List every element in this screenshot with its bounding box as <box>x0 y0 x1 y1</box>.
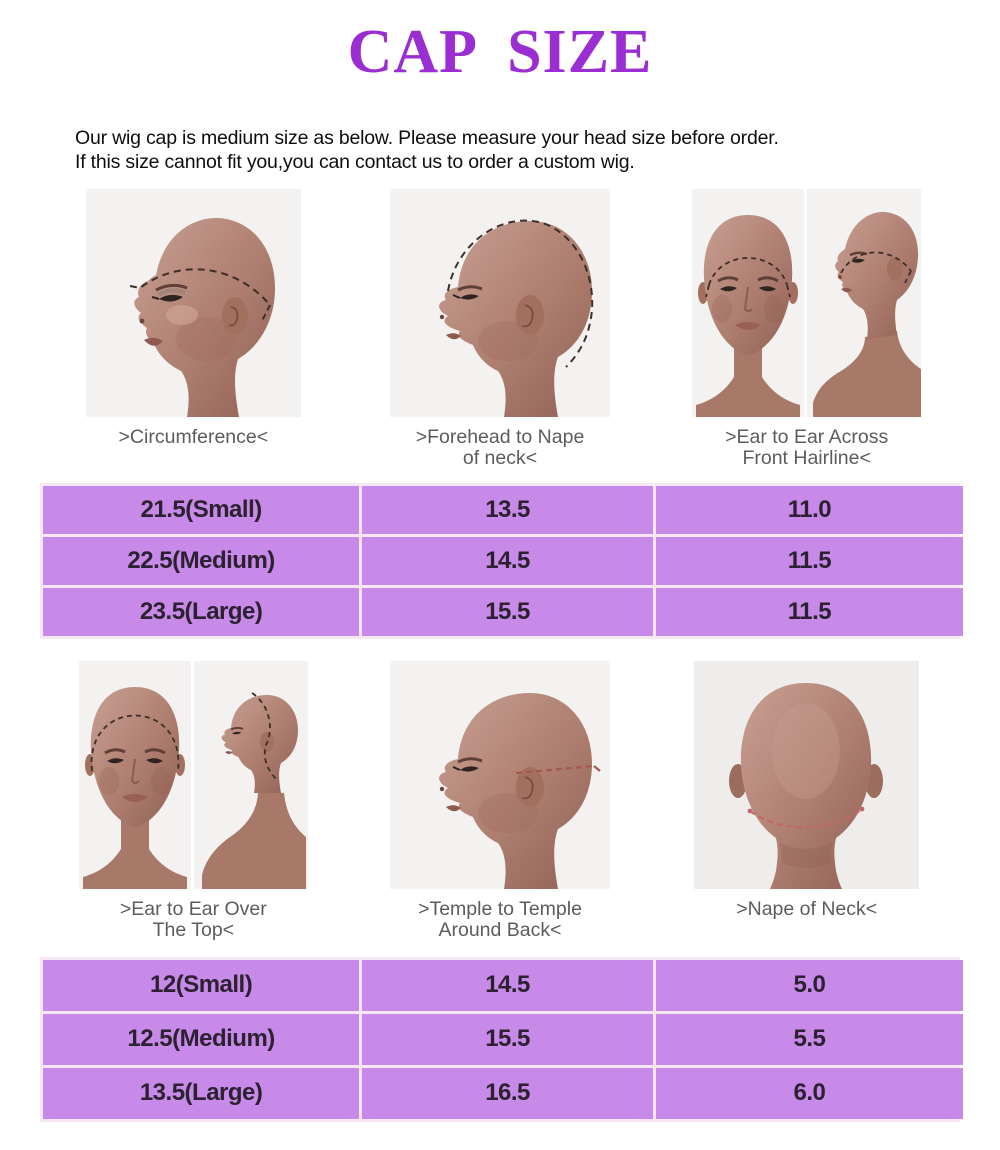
caption-ear-to-ear-over-top: >Ear to Ear Over The Top< <box>119 897 267 941</box>
figure-temple-to-temple <box>347 661 654 945</box>
figure-ear-to-ear-hairline <box>653 189 960 473</box>
size-table-bottom <box>40 957 960 1122</box>
size-label-cell: 22.5(Medium) <box>43 537 359 585</box>
caption-forehead-to-nape: >Forehead to Nape of neck< <box>415 425 585 469</box>
size-label-cell: 12(Small) <box>43 960 359 1011</box>
measurement-value-cell: 13.5 <box>362 486 653 534</box>
intro-line-1: Our wig cap is medium size as below. Please measure your head size before order. <box>75 127 779 150</box>
figure-nape-of-neck <box>653 661 960 945</box>
measurement-value-cell: 6.0 <box>656 1068 963 1119</box>
measurement-value-cell: 14.5 <box>362 537 653 585</box>
figure-forehead-to-nape <box>347 189 654 473</box>
measurement-value-cell: 16.5 <box>362 1068 653 1119</box>
measurement-value-cell: 11.5 <box>656 588 963 636</box>
figure-ear-to-ear-over-top <box>40 661 347 945</box>
measurement-value-cell: 11.5 <box>656 537 963 585</box>
size-label-cell: 13.5(Large) <box>43 1068 359 1119</box>
size-label-cell: 21.5(Small) <box>43 486 359 534</box>
size-label-cell: 12.5(Medium) <box>43 1014 359 1065</box>
measurement-value-cell: 15.5 <box>362 1014 653 1065</box>
head-front-hairline-panel <box>692 189 804 417</box>
head-three-quarter-hairline-panel <box>807 189 921 417</box>
size-label-cell: 23.5(Large) <box>43 588 359 636</box>
measurement-figures-top <box>40 189 960 473</box>
intro-line-2: If this size cannot fit you,you can contact us to order a custom wig. <box>75 150 635 173</box>
caption-circumference: >Circumference< <box>118 425 269 448</box>
head-profile-forehead-to-nape-illustration <box>390 189 610 417</box>
measurement-value-cell: 14.5 <box>362 960 653 1011</box>
measurement-value-cell: 15.5 <box>362 588 653 636</box>
measurement-figures-bottom <box>40 661 960 945</box>
caption-ear-to-ear-hairline: >Ear to Ear Across Front Hairline< <box>725 425 889 469</box>
measurement-value-cell: 5.5 <box>656 1014 963 1065</box>
caption-temple-to-temple: >Temple to Temple Around Back< <box>418 897 582 941</box>
caption-nape-of-neck: >Nape of Neck< <box>736 897 878 920</box>
head-three-quarter-circumference-illustration <box>86 189 301 417</box>
head-profile-temple-around-back-illustration <box>390 661 610 889</box>
head-profile-over-top-panel <box>194 661 308 889</box>
heads-front-and-profile-over-top-illustration <box>79 661 308 889</box>
page-title: CAP SIZE <box>347 18 653 86</box>
size-table-top <box>40 483 960 639</box>
head-front-over-top-panel <box>79 661 191 889</box>
head-back-view-nape-illustration <box>694 661 919 889</box>
measurement-value-cell: 5.0 <box>656 960 963 1011</box>
heads-front-and-three-quarter-hairline-illustration <box>692 189 921 417</box>
intro-text <box>75 127 960 175</box>
figure-circumference <box>40 189 347 473</box>
measurement-value-cell: 11.0 <box>656 486 963 534</box>
